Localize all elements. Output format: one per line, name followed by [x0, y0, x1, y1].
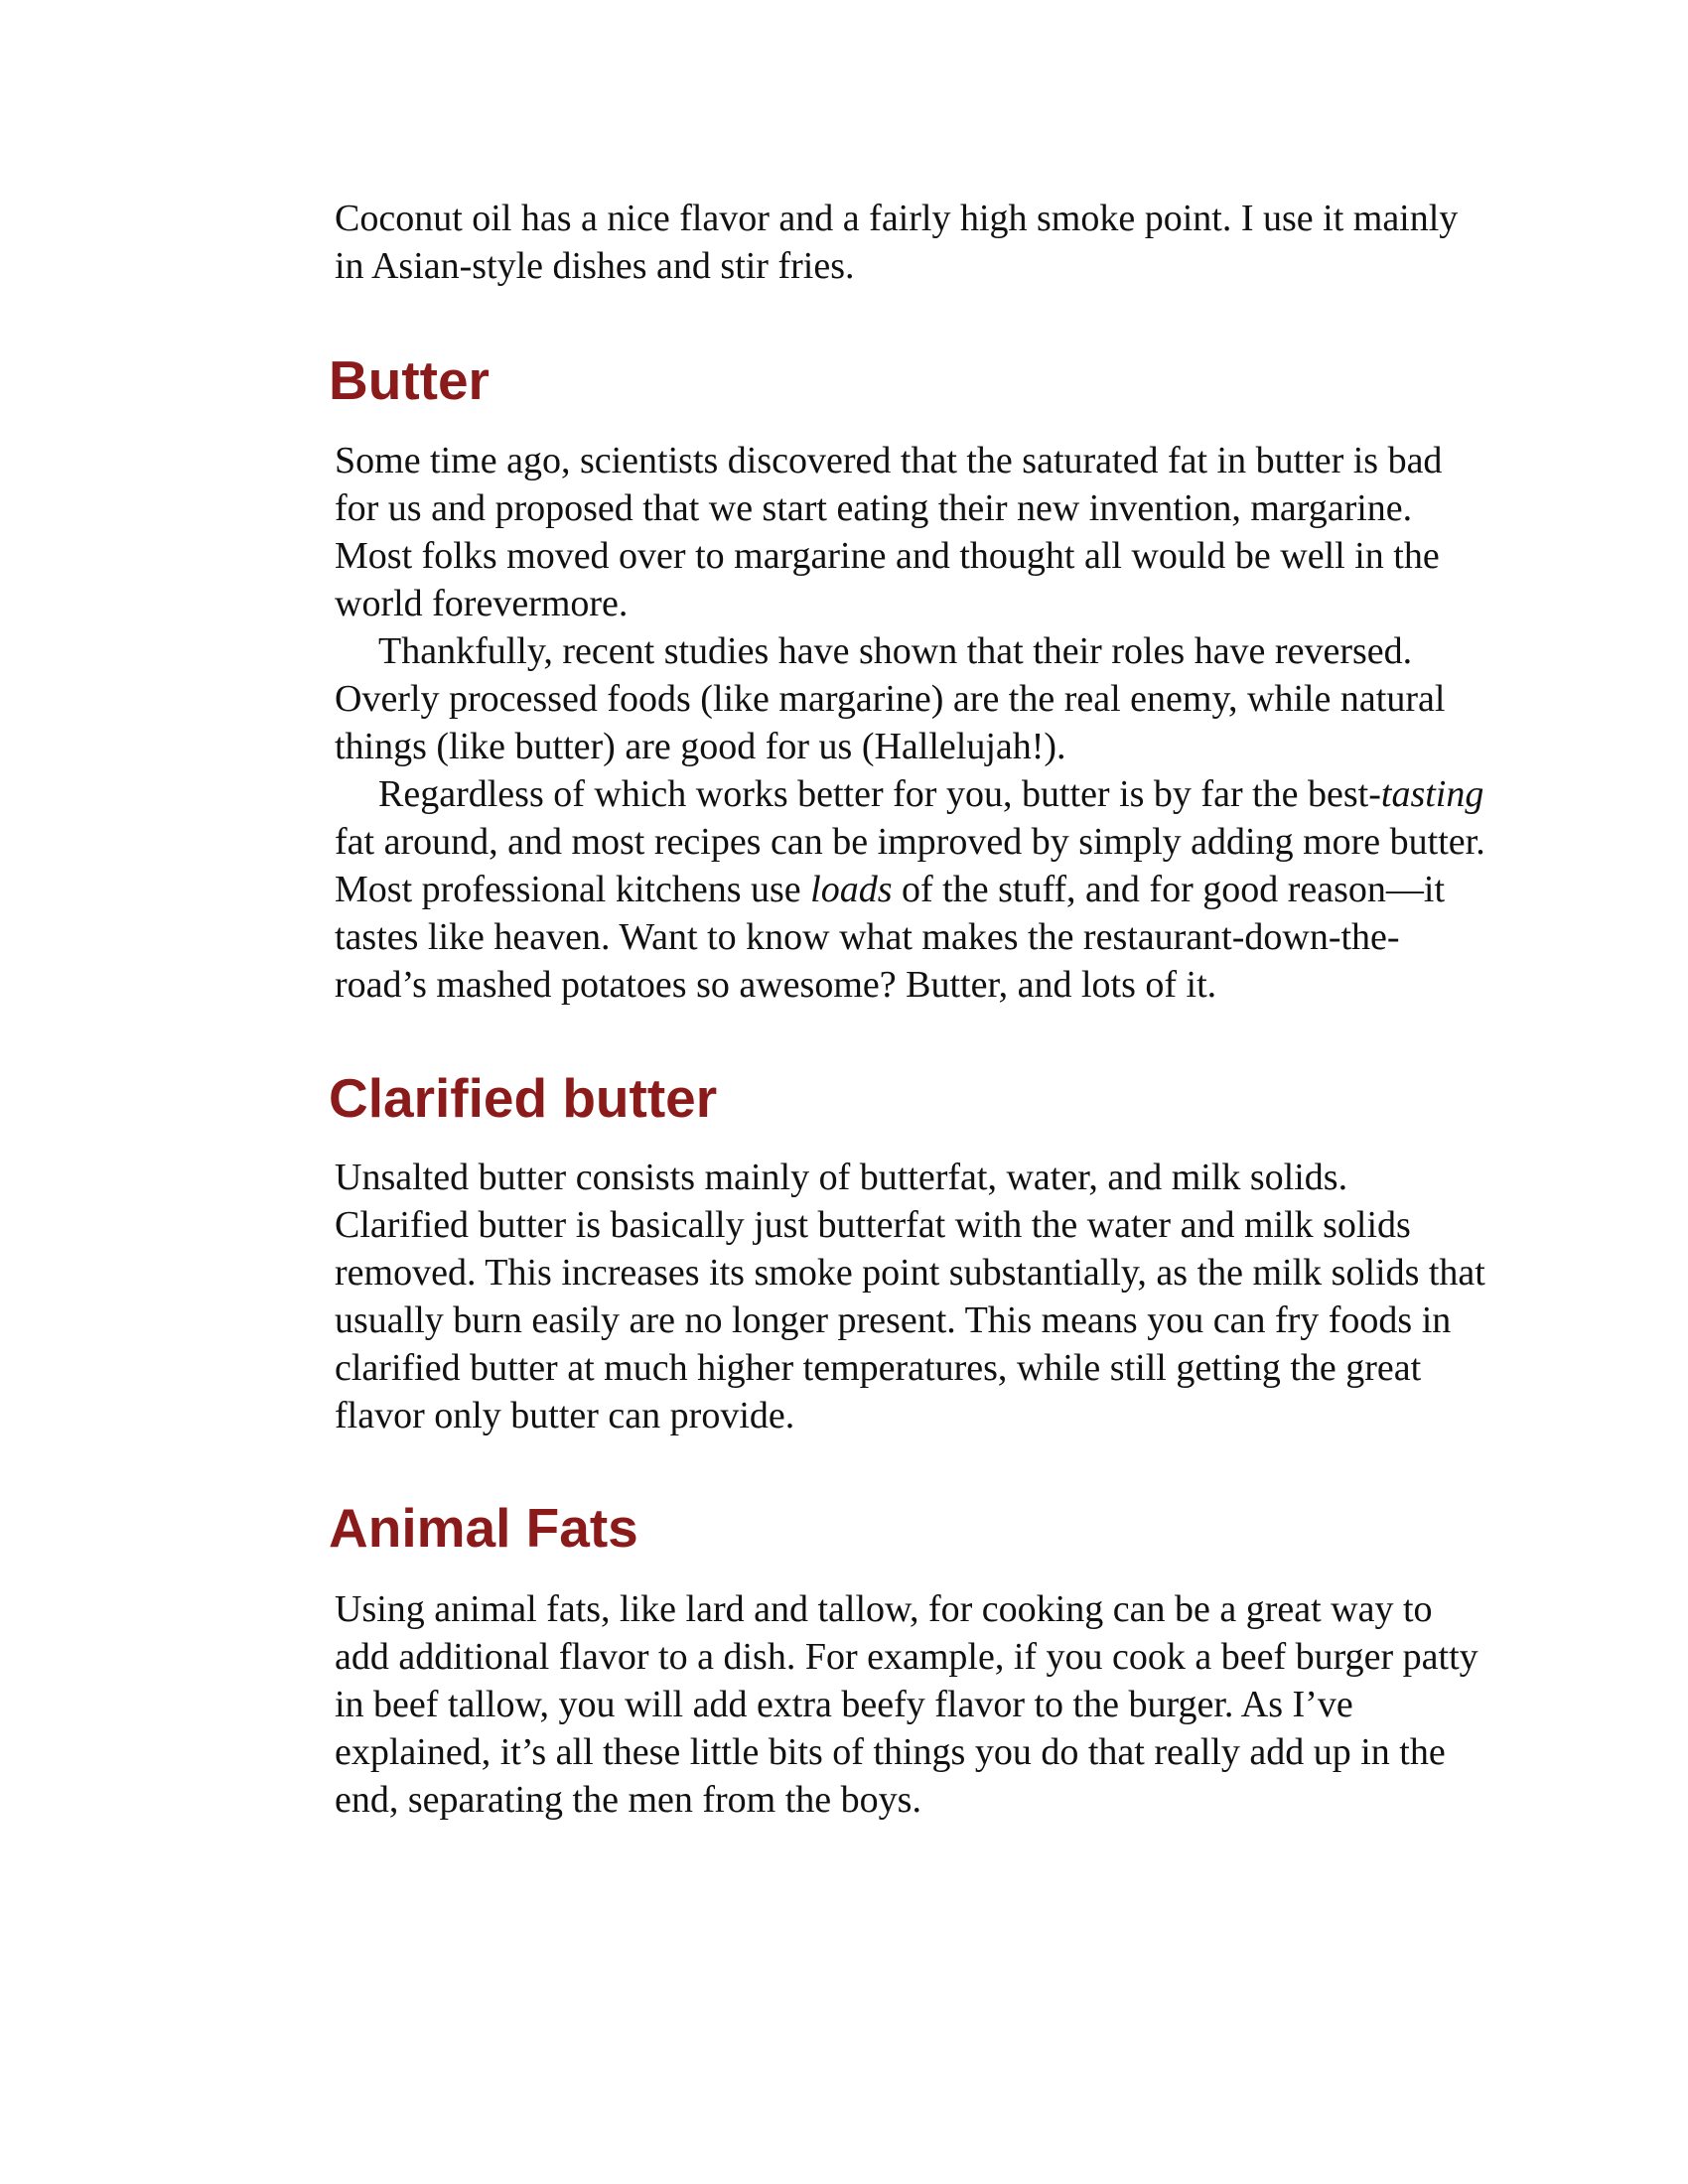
- butter-p3-italic-loads: loads: [810, 869, 893, 910]
- butter-heading: Butter: [329, 349, 490, 411]
- animal-fats-heading: Animal Fats: [329, 1497, 638, 1559]
- butter-paragraph-2: Thankfully, recent studies have shown that their roles have reversed. Overly processed foods (like margarine) are the real enemy, while natural things (like butter) are good for us (Hallelujah!).: [335, 630, 1446, 767]
- clarified-butter-paragraph: Unsalted butter consists mainly of butterfat, water, and milk solids. Clarified butter is basically just butterfat with the water and milk solids removed. This increases its smoke point substantially, as the milk solids that usually burn easily are no longer present. This means you can fry foods in clarified butter at much higher temperatures, while still getting the great flavor only butter can provide.: [335, 1157, 1485, 1436]
- butter-p3-text-e: of the stuff, and for good reason—it tastes like heaven. Want to know what makes the restaurant-down-the-road’s mashed potatoes so awesome? Butter, and lots of it.: [335, 869, 1446, 1006]
- butter-p3-italic-tasting: tasting: [1380, 773, 1484, 815]
- butter-paragraph-1: Some time ago, scientists discovered that the saturated fat in butter is bad for us and proposed that we start eating their new invention, margarine. Most folks moved over to margarine and thought all would be well in the world forevermore.: [335, 440, 1443, 624]
- butter-paragraph-3: [335, 770, 1486, 1009]
- butter-p3-text-a: Regardless of which works better for you, butter is by far the best-: [378, 773, 1381, 815]
- intro-paragraph: Coconut oil has a nice flavor and a fairly high smoke point. I use it mainly in Asian-style dishes and stir fries.: [335, 198, 1459, 287]
- butter-p3-text-c: fat around, and most recipes can be improved by simply adding more butter. Most professional kitchens use: [335, 821, 1485, 910]
- animal-fats-paragraph: Using animal fats, like lard and tallow, for cooking can be a great way to add additional flavor to a dish. For example, if you cook a beef burger patty in beef tallow, you will add extra beefy flavor to the burger. As I’ve explained, it’s all these little bits of things you do that really add up in the end, separating the men from the boys.: [335, 1588, 1478, 1821]
- clarified-butter-heading: Clarified butter: [329, 1067, 718, 1129]
- document-page: [329, 195, 1486, 1824]
